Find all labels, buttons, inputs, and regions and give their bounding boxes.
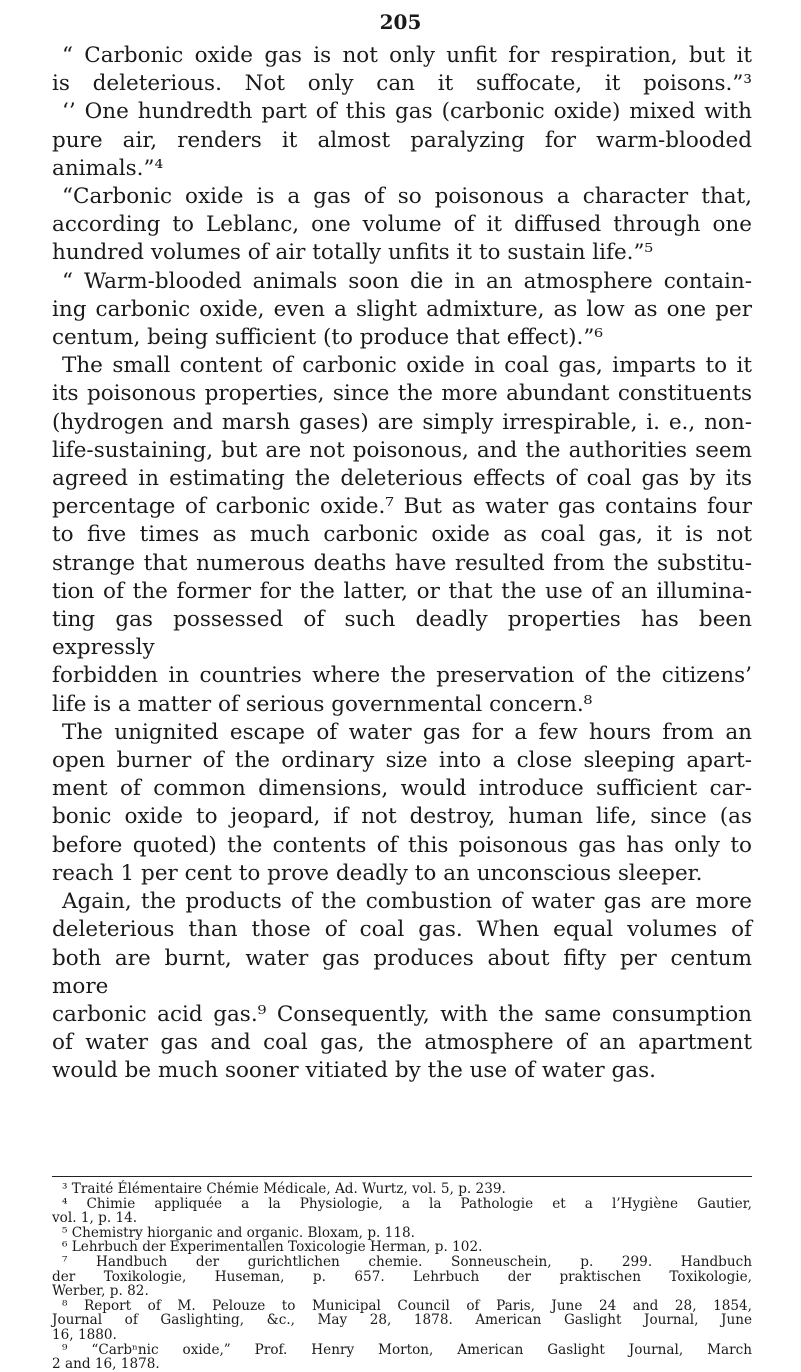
footnote-line: ⁷ Handbuch der gurichtlichen chemie. Sonneuschein, p. 299. Handbuch <box>62 1253 752 1270</box>
body-line: agreed in estimating the deleterious effects of coal gas by its <box>52 466 752 492</box>
body-line: deleterious than those of coal gas. When equal volumes of <box>52 917 752 943</box>
body-line: its poisonous properties, since the more abundant constituents <box>52 381 752 407</box>
body-line: life is a matter of serious governmental concern.⁸ <box>52 691 593 717</box>
body-line: The unignited escape of water gas for a few hours from an <box>62 719 752 745</box>
body-line: “Carbonic oxide is a gas of so poisonous a character that, <box>62 184 752 210</box>
footnote-line: 2 and 16, 1878. <box>52 1356 160 1372</box>
body-line: Again, the products of the combustion of water gas are more <box>62 889 752 915</box>
body-line: reach 1 per cent to prove deadly to an unconscious sleeper. <box>52 860 703 886</box>
body-line: according to Leblanc, one volume of it diffused through one <box>52 212 752 238</box>
body-line: ting gas possessed of such deadly properties has been expressly <box>52 607 752 661</box>
footnote-line: ⁶ Lehrbuch der Experimentallen Toxicologie Herman, p. 102. <box>62 1239 483 1256</box>
body-line: hundred volumes of air totally unfits it to sustain life.”⁵ <box>52 240 654 266</box>
body-line: The small content of carbonic oxide in coal gas, imparts to it <box>62 353 752 379</box>
footnote-line: ³ Traité Élémentaire Chémie Médicale, Ad. Wurtz, vol. 5, p. 239. <box>62 1181 506 1197</box>
body-line: to five times as much carbonic oxide as coal gas, it is not <box>52 522 752 548</box>
footnote-divider <box>52 1176 752 1177</box>
body-line: “ Warm-blooded animals soon die in an atmosphere contain- <box>62 268 752 294</box>
body-line: both are burnt, water gas produces about fifty per centum more <box>52 945 752 999</box>
footnote-line: Journal of Gaslighting, &c., May 28, 1878. American Gaslight Journal, June <box>52 1312 752 1329</box>
body-line: open burner of the ordinary size into a close sleeping apart- <box>52 748 752 774</box>
body-line: ing carbonic oxide, even a slight admixture, as low as one per <box>52 296 752 322</box>
footnote-line: 16, 1880. <box>52 1326 117 1343</box>
body-line: bonic oxide to jeopard, if not destroy, human life, since (as <box>52 804 752 830</box>
body-line: animals.”⁴ <box>52 155 164 181</box>
footnote-line: ⁵ Chemistry hiorganic and organic. Bloxam, p. 118. <box>62 1224 415 1241</box>
body-line: ment of common dimensions, would introduce sufficient car- <box>52 776 752 802</box>
body-line: is deleterious. Not only can it suffocate, it poisons.”³ <box>52 71 752 97</box>
footnote-line: ⁹ “Carbⁿnic oxide,” Prof. Henry Morton, American Gaslight Journal, March <box>62 1341 752 1358</box>
body-line: before quoted) the contents of this poisonous gas has only to <box>52 832 752 858</box>
body-line: pure air, renders it almost paralyzing for warm-blooded <box>52 127 752 153</box>
body-line: forbidden in countries where the preservation of the citizens’ <box>52 663 752 689</box>
footnote-line: Werber, p. 82. <box>52 1283 149 1300</box>
body-line: would be much sooner vitiated by the use of water gas. <box>52 1058 656 1084</box>
footnote-line: ⁴ Chimie appliquée a la Physiologie, a la Pathologie et a l’Hygiène Gautier, <box>62 1195 752 1212</box>
body-line: life-sustaining, but are not poisonous, and the authorities seem <box>52 437 752 463</box>
body-line: carbonic acid gas.⁹ Consequently, with the same consumption <box>52 1001 752 1027</box>
page-number: 205 <box>379 10 422 34</box>
body-text <box>52 42 752 1086</box>
body-line: strange that numerous deaths have resulted from the substitu- <box>52 550 752 576</box>
body-line: centum, being sufficient (to produce that effect).”⁶ <box>52 325 603 351</box>
body-line: ‘’ One hundredth part of this gas (carbonic oxide) mixed with <box>62 99 752 125</box>
footnote-line: vol. 1, p. 14. <box>52 1210 138 1227</box>
body-line: percentage of carbonic oxide.⁷ But as water gas contains four <box>52 494 752 520</box>
body-line: of water gas and coal gas, the atmosphere of an apartment <box>52 1030 752 1056</box>
footnote-line: der Toxikologie, Huseman, p. 657. Lehrbuch der praktischen Toxikologie, <box>52 1268 752 1285</box>
body-line: tion of the former for the latter, or that the use of an illumina- <box>52 578 752 604</box>
footnote-line: ⁸ Report of M. Pelouze to Municipal Council of Paris, June 24 and 28, 1854, <box>62 1297 752 1314</box>
footnotes <box>52 1182 752 1372</box>
body-line: (hydrogen and marsh gases) are simply irrespirable, i. e., non- <box>52 409 752 435</box>
body-line: “ Carbonic oxide gas is not only unfit for respiration, but it <box>62 43 752 68</box>
